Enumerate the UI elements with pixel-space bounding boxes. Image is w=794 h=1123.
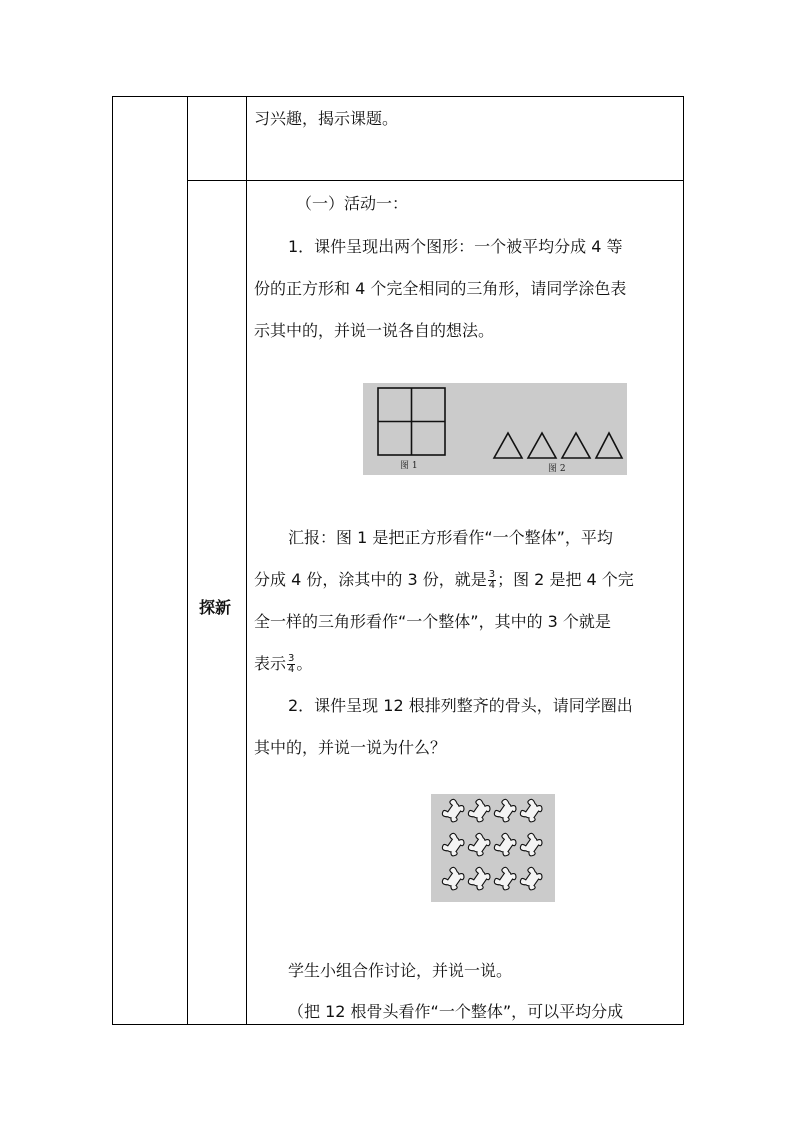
fraction-3-4: $\frac{3}{4}$	[488, 569, 496, 591]
last-line: （把 12 根骨头看作“一个整体”，可以平均分成	[288, 1002, 624, 1021]
discussion-line: 学生小组合作讨论，并说一说。	[288, 961, 513, 980]
section-label: 探新	[199, 598, 232, 617]
figure2-label: 图 2	[548, 464, 566, 474]
figure-square-triangles	[363, 383, 627, 475]
report-line3: 全一样的三角形看作“一个整体”，其中的 3 个就是	[254, 612, 611, 631]
p2-line2: 其中的，并说一说为什么？	[254, 738, 447, 757]
row-divider	[187, 180, 683, 181]
activity-heading: （一）活动一：	[296, 194, 409, 213]
p1-line3: 示其中的，并说一说各自的想法。	[254, 321, 495, 340]
fraction-3-4-b: $\frac{3}{4}$	[288, 653, 295, 675]
column-divider-1	[187, 97, 188, 1024]
figure-bones	[431, 794, 555, 902]
figure1-label: 图 1	[400, 461, 418, 471]
lesson-table	[112, 96, 684, 1025]
column-divider-2	[246, 97, 247, 1024]
report-line1: 汇报：图 1 是把正方形看作“一个整体”，平均	[288, 528, 613, 547]
report-line2: 分成 4 份，涂其中的 3 份，就是 $\frac{3}{4}$ ；图 2 是把 4 个完	[254, 569, 634, 591]
p1-line2: 份的正方形和 4 个完全相同的三角形，请同学涂色表	[254, 279, 627, 298]
p2-line1: 2．课件呈现 12 根排列整齐的骨头，请同学圈出	[288, 696, 633, 715]
report-line4: 表示 $\frac{3}{4}$ 。	[254, 653, 313, 675]
p1-line1: 1．课件呈现出两个图形：一个被平均分成 4 等	[288, 237, 623, 256]
row1-text: 习兴趣，揭示课题。	[254, 109, 399, 128]
